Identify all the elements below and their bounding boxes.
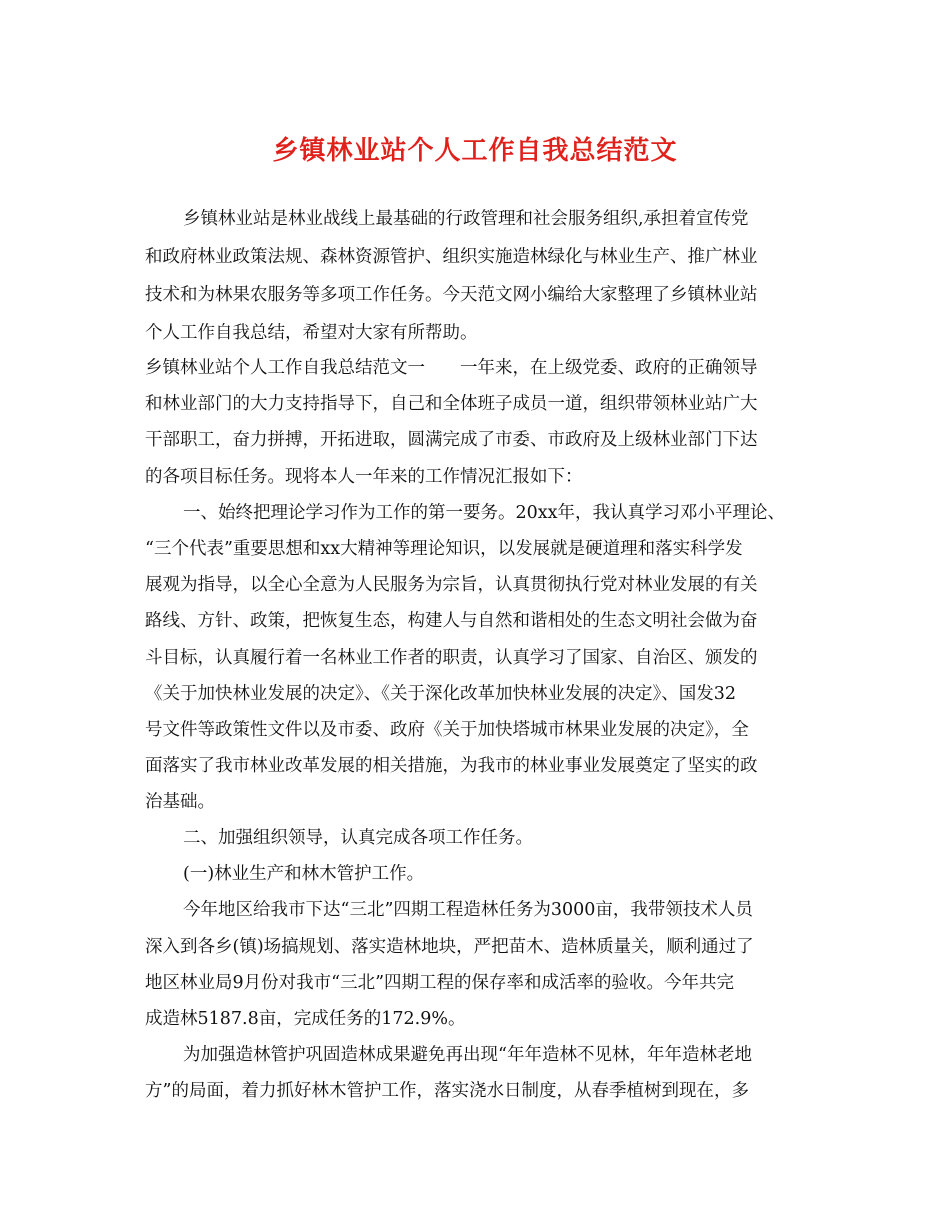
text-line: 面落实了我市林业改革发展的相关措施，为我市的林业事业发展奠定了坚实的政 — [145, 756, 758, 776]
text-line: 展观为指导，以全心全意为人民服务为宗旨，认真贯彻执行党对林业发展的有关 — [145, 575, 758, 595]
text-line: 为加强造林管护巩固造林成果避免再出现“年年造林不见林，年年造林老地 — [183, 1045, 752, 1065]
text-line: 路线、方针、政策，把恢复生态，构建人与自然和谐相处的生态文明社会做为奋 — [145, 611, 758, 631]
text-line: 的各项目标任务。现将本人一年来的工作情况汇报如下： — [145, 467, 583, 487]
text-line: 乡镇林业站是林业战线上最基础的行政管理和社会服务组织,承担着宣传党 — [183, 209, 749, 229]
document-title: 乡镇林业站个人工作自我总结范文 — [272, 136, 678, 166]
text-line: 一、始终把理论学习作为工作的第一要务。20xx年，我认真学习邓小平理论、 — [183, 503, 786, 523]
text-line: (一)林业生产和林木管护工作。 — [183, 864, 425, 884]
text-line: 和林业部门的大力支持指导下，自己和全体班子成员一道，组织带领林业站广大 — [145, 394, 758, 414]
text-line: “三个代表”重要思想和xx大精神等理论知识，以发展就是硬道理和落实科学发 — [145, 539, 743, 559]
text-line: 深入到各乡(镇)场搞规划、落实造林地块，严把苗木、造林质量关，顺利通过了 — [145, 937, 754, 957]
text-line: 方”的局面，着力抓好林木管护工作，落实浇水日制度，从春季植树到现在，多 — [145, 1081, 749, 1101]
text-line: 地区林业局9月份对我市“三北”四期工程的保存率和成活率的验收。今年共完 — [145, 973, 735, 993]
text-line: 个人工作自我总结，希望对大家有所帮助。 — [145, 323, 478, 343]
text-line: 成造林5187.8亩，完成任务的172.9%。 — [145, 1009, 466, 1029]
text-line: 乡镇林业站个人工作自我总结范文一 一年来，在上级党委、政府的正确领导 — [145, 358, 758, 378]
text-line: 二、加强组织领导，认真完成各项工作任务。 — [183, 828, 533, 848]
text-line: 技术和为林果农服务等多项工作任务。今天范文网小编给大家整理了乡镇林业站 — [145, 285, 758, 305]
text-line: 今年地区给我市下达“三北”四期工程造林任务为3000亩，我带领技术人员 — [183, 900, 753, 920]
text-line: 《关于加快林业发展的决定》、《关于深化改革加快林业发展的决定》、国发32 — [145, 684, 737, 704]
text-line: 号文件等政策性文件以及市委、政府《关于加快塔城市林果业发展的决定》，全 — [145, 720, 749, 740]
text-line: 和政府林业政策法规、森林资源管护、组织实施造林绿化与林业生产、推广林业 — [145, 247, 758, 267]
text-line: 干部职工，奋力拼搏，开拓进取，圆满完成了市委、市政府及上级林业部门下达 — [145, 430, 758, 450]
text-line: 治基础。 — [145, 792, 215, 812]
text-line: 斗目标，认真履行着一名林业工作者的职责，认真学习了国家、自治区、颁发的 — [145, 648, 758, 668]
